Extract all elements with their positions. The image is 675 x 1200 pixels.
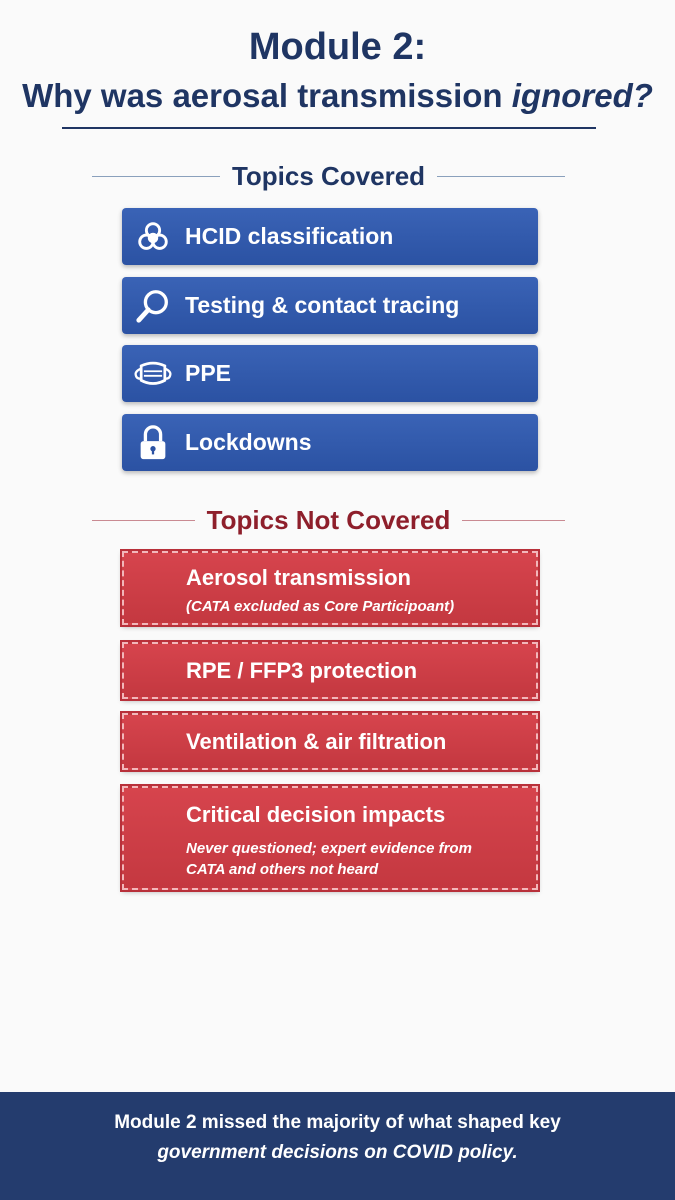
heading-rule-left [92,520,195,521]
topic-label: Lockdowns [185,429,312,455]
not-covered-aerosol-transmission [122,551,538,625]
padlock-icon [133,423,173,463]
topics-covered-heading [92,158,565,194]
topic-label: Testing & contact tracing [185,292,460,318]
title-line-1: Module 2: [248,26,427,68]
heading-rule-right [437,176,565,177]
not-covered-rpe-ffp3 [122,642,538,699]
topic-label: HCID classification [185,223,394,249]
topics-not-covered-heading [92,502,565,538]
biohazard-icon [133,217,173,257]
topics-covered-label: Topics Covered [231,160,426,191]
title-divider [62,127,596,129]
footer-line-1: Module 2 missed the majority of what shaped key [114,1112,561,1133]
not-covered-note-line-2: CATA and others not heard [186,861,379,878]
face-mask-icon [133,354,173,394]
title-prefix: Why was aerosal transmission [22,77,512,114]
topic-testing-contact-tracing [122,277,538,334]
footer-banner [0,1092,675,1200]
not-covered-critical-decision-impacts [122,786,538,890]
not-covered-title: Aerosol transmission [186,565,411,590]
topic-hcid-classification [122,208,538,265]
heading-rule-left [92,176,220,177]
topic-lockdowns [122,414,538,471]
topic-ppe [122,345,538,402]
title-emphasis: ignored? [511,77,653,114]
title-line-2 [0,74,675,118]
not-covered-title: Ventilation & air filtration [186,729,447,754]
not-covered-title: Critical decision impacts [186,802,446,827]
topics-not-covered-label: Topics Not Covered [206,504,451,535]
footer-line-2: government decisions on COVID policy. [157,1142,518,1163]
not-covered-title: RPE / FFP3 protection [186,658,418,683]
magnifier-icon [133,286,173,326]
not-covered-note: (CATA excluded as Core Participoant) [186,598,455,615]
heading-rule-right [462,520,565,521]
not-covered-note-line-1: Never questioned; expert evidence from [186,840,472,857]
not-covered-ventilation [122,713,538,770]
topic-label: PPE [185,360,232,386]
